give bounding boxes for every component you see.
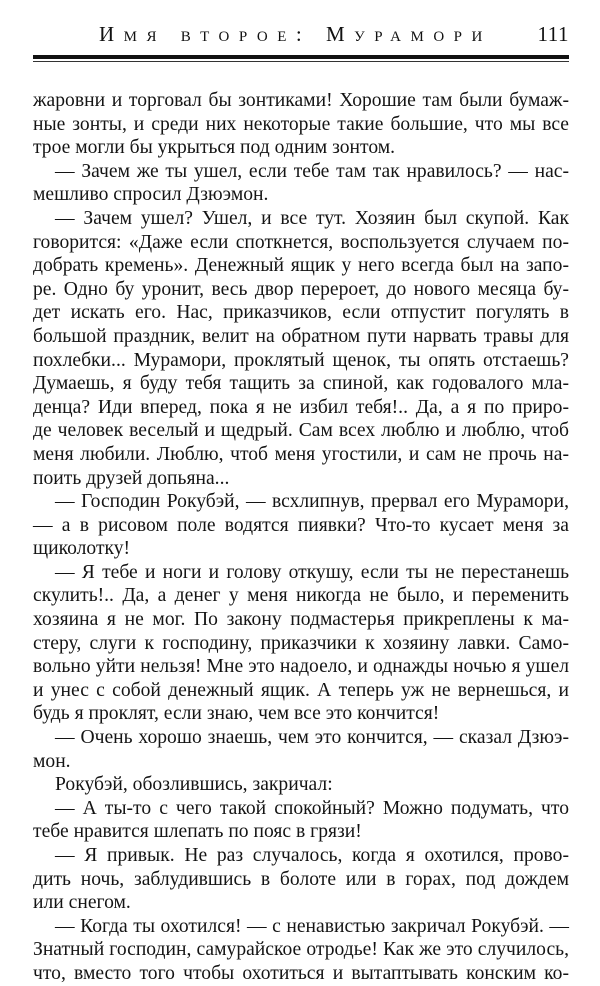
header-rule-thin: [33, 61, 569, 62]
text-line: стеру, слуги к господину, приказчики к хозяину лавки. Само-: [33, 632, 569, 654]
text-line: де человек веселый и щедрый. Сам всех люблю и люблю, чтоб: [33, 420, 569, 442]
text-line: трое могли бы укрыться под одним зонтом.: [33, 137, 396, 159]
text-line: ре. Одно бу уронит, весь двор перероет, до нового месяца бу-: [33, 278, 569, 300]
text-line: скулить!.. Да, а денег у меня никогда не было, и переменить: [33, 585, 569, 607]
text-line: дить ночь, заблудившись в болоте или в горах, под дождем: [33, 868, 569, 890]
text-line: жаровни и торговал бы зонтиками! Хорошие там были бумаж-: [33, 90, 569, 111]
text-line: — Очень хорошо знаешь, чем это кончится, — сказал Дзюэ-: [55, 727, 569, 749]
text-line: — а в рисовом поле водятся пиявки? Что-то кусает меня за: [33, 514, 569, 536]
text-line: — Я привык. Не раз случалось, когда я охотился, прово-: [55, 845, 569, 866]
body-text: [33, 89, 569, 986]
text-line: мешливо спросил Дзюэмон.: [33, 184, 269, 206]
text-line: поить друзей допьяна...: [33, 467, 230, 489]
text-line: меня любили. Люблю, чтоб меня угостили, и сам не прочь на-: [33, 443, 569, 465]
text-line: — Зачем же ты ушел, если тебе там так нравилось? — нас-: [55, 160, 569, 182]
text-line: — Зачем ушел? Ушел, и все тут. Хозяин был скупой. Как: [55, 207, 569, 229]
text-line: хозяина я не мог. По закону подмастерья прикреплены к ма-: [33, 609, 569, 631]
text-line: щиколотку!: [33, 538, 131, 560]
text-line: денца? Иди вперед, пока я не избил тебя!.. Да, а я по приро-: [33, 396, 569, 418]
text-line: — Когда ты охотился! — с ненавистью закричал Рокубэй. —: [55, 915, 569, 937]
page-number: 111: [537, 22, 569, 46]
text-line: — Я тебе и ноги и голову откушу, если ты не перестанешь: [55, 561, 569, 583]
text-line: вольно уйти нельзя! Мне это надоело, и однажды ночью я ушел: [33, 656, 569, 678]
text-line: будь я проклят, если знаю, чем все это кончится!: [33, 703, 440, 725]
running-head: [33, 18, 569, 48]
text-line: что, вместо того чтобы охотиться и вытаптывать конским ко-: [33, 962, 569, 984]
text-line: похлебки... Мурамори, проклятый щенок, ты опять отстаешь?: [33, 349, 569, 371]
text-line: дет искать его. Нас, приказчиков, если отпустит погулять в: [33, 302, 569, 324]
text-line: или снегом.: [33, 892, 131, 914]
text-line: Думаешь, я буду тебя тащить за спиной, как годовалого мла-: [33, 373, 569, 395]
text-line: Знатный господин, самурайское отродье! Как же это случилось,: [33, 939, 569, 961]
running-title: Имя второе: Мурамори: [99, 22, 492, 46]
text-line: Рокубэй, обозлившись, закричал:: [55, 774, 333, 796]
text-line: — А ты-то с чего такой спокойный? Можно подумать, что: [55, 797, 569, 819]
text-line: ные зонты, и среди них некоторые такие большие, что мы все: [33, 113, 569, 135]
text-line: большой праздник, велит на обратном пути нарвать травы для: [33, 325, 569, 347]
header-rule-thick: [33, 55, 569, 59]
text-line: и унес с собой денежный ящик. А теперь уж не вернешься, и: [33, 679, 569, 701]
text-line: тебе нравится шлепать по пояс в грязи!: [33, 821, 362, 843]
text-line: говорится: «Даже если споткнется, воспользуется случаем по-: [33, 231, 569, 253]
text-line: добрать кремень». Денежный ящик у него всегда был на запо-: [33, 255, 569, 277]
text-line: мон.: [33, 750, 71, 772]
text-line: — Господин Рокубэй, — всхлипнув, прервал его Мурамори,: [55, 491, 569, 513]
